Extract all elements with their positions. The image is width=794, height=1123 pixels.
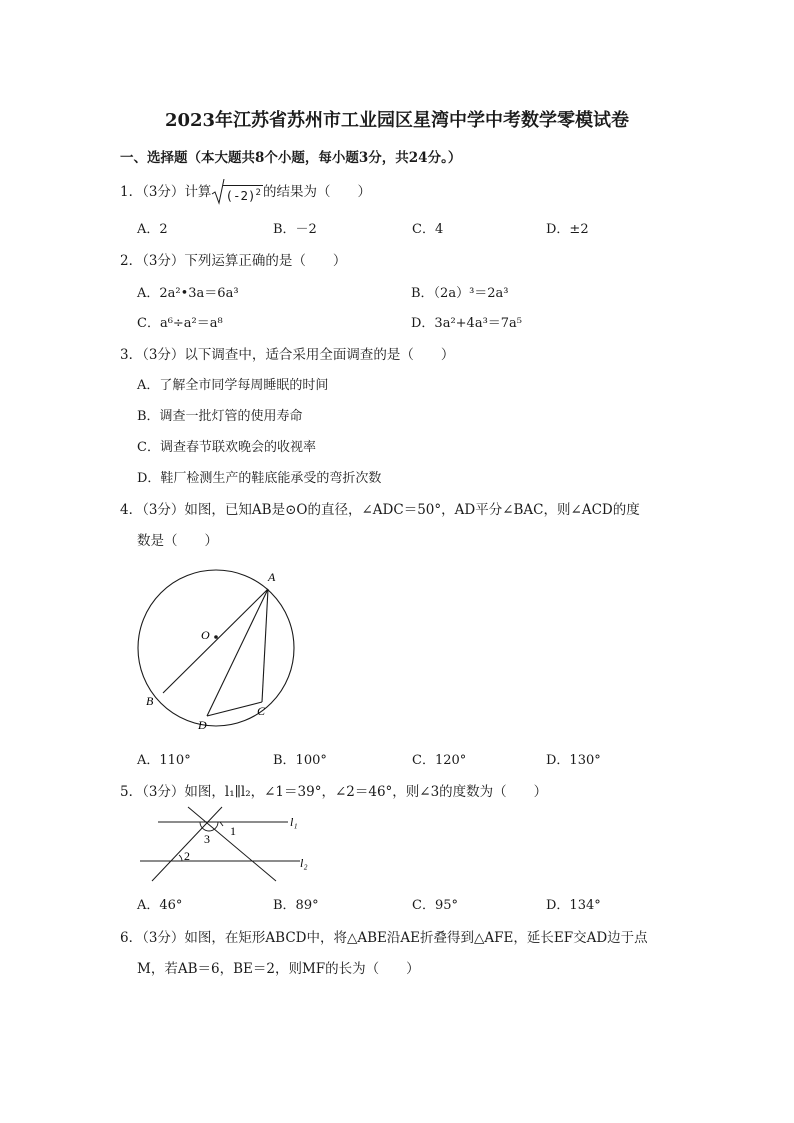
q5-option-b: B．89° [273, 898, 319, 913]
q1-exponent: 2 [255, 187, 261, 198]
q4-option-d: D．130° [546, 753, 601, 768]
question-6-line1: 6．（3分）如图，在矩形ABCD中，将△ABE沿AE折叠得到△AFE，延长EF交AD边于点 [120, 930, 648, 946]
question-6-line2: M，若AB＝6，BE＝2，则MF的长为（ ） [137, 961, 420, 977]
q1-radicand: (-2) [225, 188, 256, 203]
q2-option-b: B．（2a）³＝2a³ [411, 286, 509, 301]
q5-option-a: A．46° [137, 898, 183, 913]
section-heading: 一、选择题（本大题共8个小题，每小题3分，共24分。） [120, 150, 462, 166]
point-d-label: D [198, 718, 207, 732]
angle-2-label: 2 [184, 849, 190, 863]
point-o-label: O [201, 628, 210, 642]
q1-option-c: C．4 [412, 222, 444, 237]
q5-option-d: D．134° [546, 898, 601, 913]
question-1 [120, 180, 371, 204]
parallel-lines-figure [130, 805, 330, 885]
q2-option-c: C．a⁶÷a²＝a⁸ [137, 316, 223, 331]
angle-3-label: 3 [204, 832, 210, 846]
q3-option-b: B．调查一批灯管的使用寿命 [137, 409, 303, 424]
page-title: 2023年江苏省苏州市工业园区星湾中学中考数学零模试卷 [164, 110, 630, 131]
q1-number: 1． [120, 184, 143, 200]
point-a-label: A [268, 570, 276, 584]
question-4-line1: 4．（3分）如图，已知AB是⊙O的直径，∠ADC＝50°，AD平分∠BAC，则∠ACD的度 [120, 502, 640, 518]
q1-option-a: A．2 [137, 222, 168, 237]
q4-option-b: B．100° [273, 753, 327, 768]
q3-option-c: C．调查春节联欢晚会的收视率 [137, 440, 316, 455]
question-4-line2: 数是（ ） [137, 533, 218, 549]
q3-option-d: D．鞋厂检测生产的鞋底能承受的弯折次数 [137, 471, 382, 486]
q2-option-a: A．2a²•3a＝6a³ [137, 286, 239, 301]
q4-option-a: A．110° [137, 753, 191, 768]
q1-post: 的结果为（ ） [262, 184, 371, 200]
q1-pre: 计算 [184, 184, 212, 200]
question-3: 3．（3分）以下调查中，适合采用全面调查的是（ ） [120, 347, 455, 363]
q2-option-d: D．3a²+4a³＝7a⁵ [411, 316, 523, 331]
q4-option-c: C．120° [412, 753, 467, 768]
q3-option-a: A．了解全市同学每周睡眠的时间 [137, 378, 329, 393]
circle-figure [130, 565, 300, 735]
point-b-label: B [146, 694, 154, 708]
q1-score: （3分） [142, 184, 185, 200]
sqrt-expression [211, 185, 263, 204]
q5-option-c: C．95° [412, 898, 458, 913]
question-2: 2．（3分）下列运算正确的是（ ） [120, 253, 347, 269]
question-5: 5．（3分）如图，l₁∥l₂，∠1＝39°，∠2＝46°，则∠3的度数为（ ） [120, 784, 548, 800]
angle-1-label: 1 [230, 824, 236, 838]
line-l1-label: l₁ [290, 815, 298, 829]
q1-option-b: B．－2 [273, 222, 317, 237]
q1-option-d: D．±2 [546, 222, 589, 237]
line-l2-label: l₂ [300, 856, 308, 870]
point-c-label: C [257, 704, 266, 718]
